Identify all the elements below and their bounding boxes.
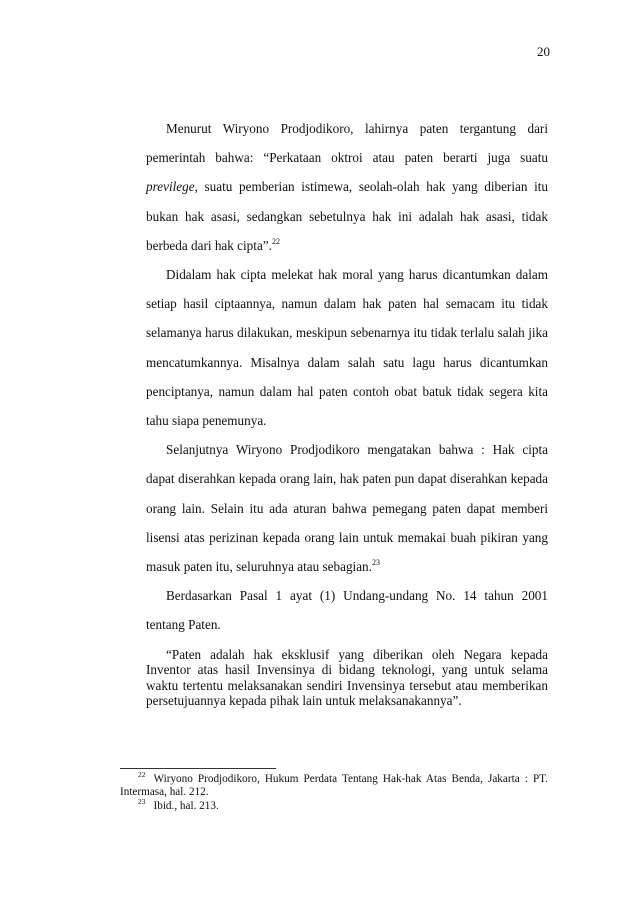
paragraph-1 xyxy=(146,114,548,260)
paragraph-1-text-cont: , suatu pemberian istimewa, seolah-olah hak yang diberian itu bukan hak asasi, sedangkan sebetulnya hak ini adalah hak asasi, tidak berbeda dari hak cipta”. xyxy=(146,179,548,253)
footnote-number: 23 xyxy=(138,796,146,806)
footnote-divider xyxy=(120,768,276,769)
footnote-22 xyxy=(120,770,548,800)
footnote-text: Wiryono Prodjodikoro, Hukum Perdata Tentang Hak-hak Atas Benda, Jakarta : PT. Intermasa, hal. 212. xyxy=(120,773,548,799)
block-quote: “Paten adalah hak eksklusif yang diberikan oleh Negara kepada Inventor atas hasil Invensinya di bidang teknologi, yang untuk selama waktu tertentu melaksanakan sendiri Invensinya tersebut atau memberikan persetujuannya kepada pihak lain untuk melaksanakannya”. xyxy=(146,646,548,709)
footnote-ref-23[interactable]: 23 xyxy=(371,558,380,568)
paragraph-2: Didalam hak cipta melekat hak moral yang harus dicantumkan dalam setiap hasil ciptaannya, namun dalam hak paten hal semacam itu tidak selamanya harus dilakukan, meskipun sebenarnya itu tidak terlalu salah jika mencatumkannya. Misalnya dalam salah satu lagu harus dicantumkan penciptanya, namun dalam hal paten contoh obat batuk tidak segera kita tahu siapa penemunya. xyxy=(146,267,548,429)
footnote-text: Ibid., hal. 213. xyxy=(153,799,219,812)
footnote-23 xyxy=(120,796,548,813)
paragraph-4: Berdasarkan Pasal 1 ayat (1) Undang-undang No. 14 tahun 2001 tentang Paten. xyxy=(146,588,548,633)
footnote-ref-22[interactable]: 22 xyxy=(271,236,280,246)
footnote-number: 22 xyxy=(138,770,146,779)
paragraph-3 xyxy=(146,435,548,581)
paragraph-1-text: Menurut Wiryono Prodjodikoro, lahirnya paten tergantung dari pemerintah bahwa: “Perkataan oktroi atau paten berarti juga suatu xyxy=(146,121,548,166)
body-text xyxy=(146,114,548,709)
paragraph-3-text: Selanjutnya Wiryono Prodjodikoro mengatakan bahwa : Hak cipta dapat diserahkan kepada orang lain, hak paten pun dapat diserahkan kepada orang lain. Selain itu ada aturan bahwa pemegang paten dapat memberi lisensi atas perizinan kepada orang lain untuk memakai buah pikiran yang masuk paten itu, seluruhnya atau sebagian. xyxy=(146,442,548,575)
italic-term: previlege xyxy=(146,179,195,195)
page-number: 20 xyxy=(537,44,550,59)
footnotes xyxy=(120,770,548,813)
